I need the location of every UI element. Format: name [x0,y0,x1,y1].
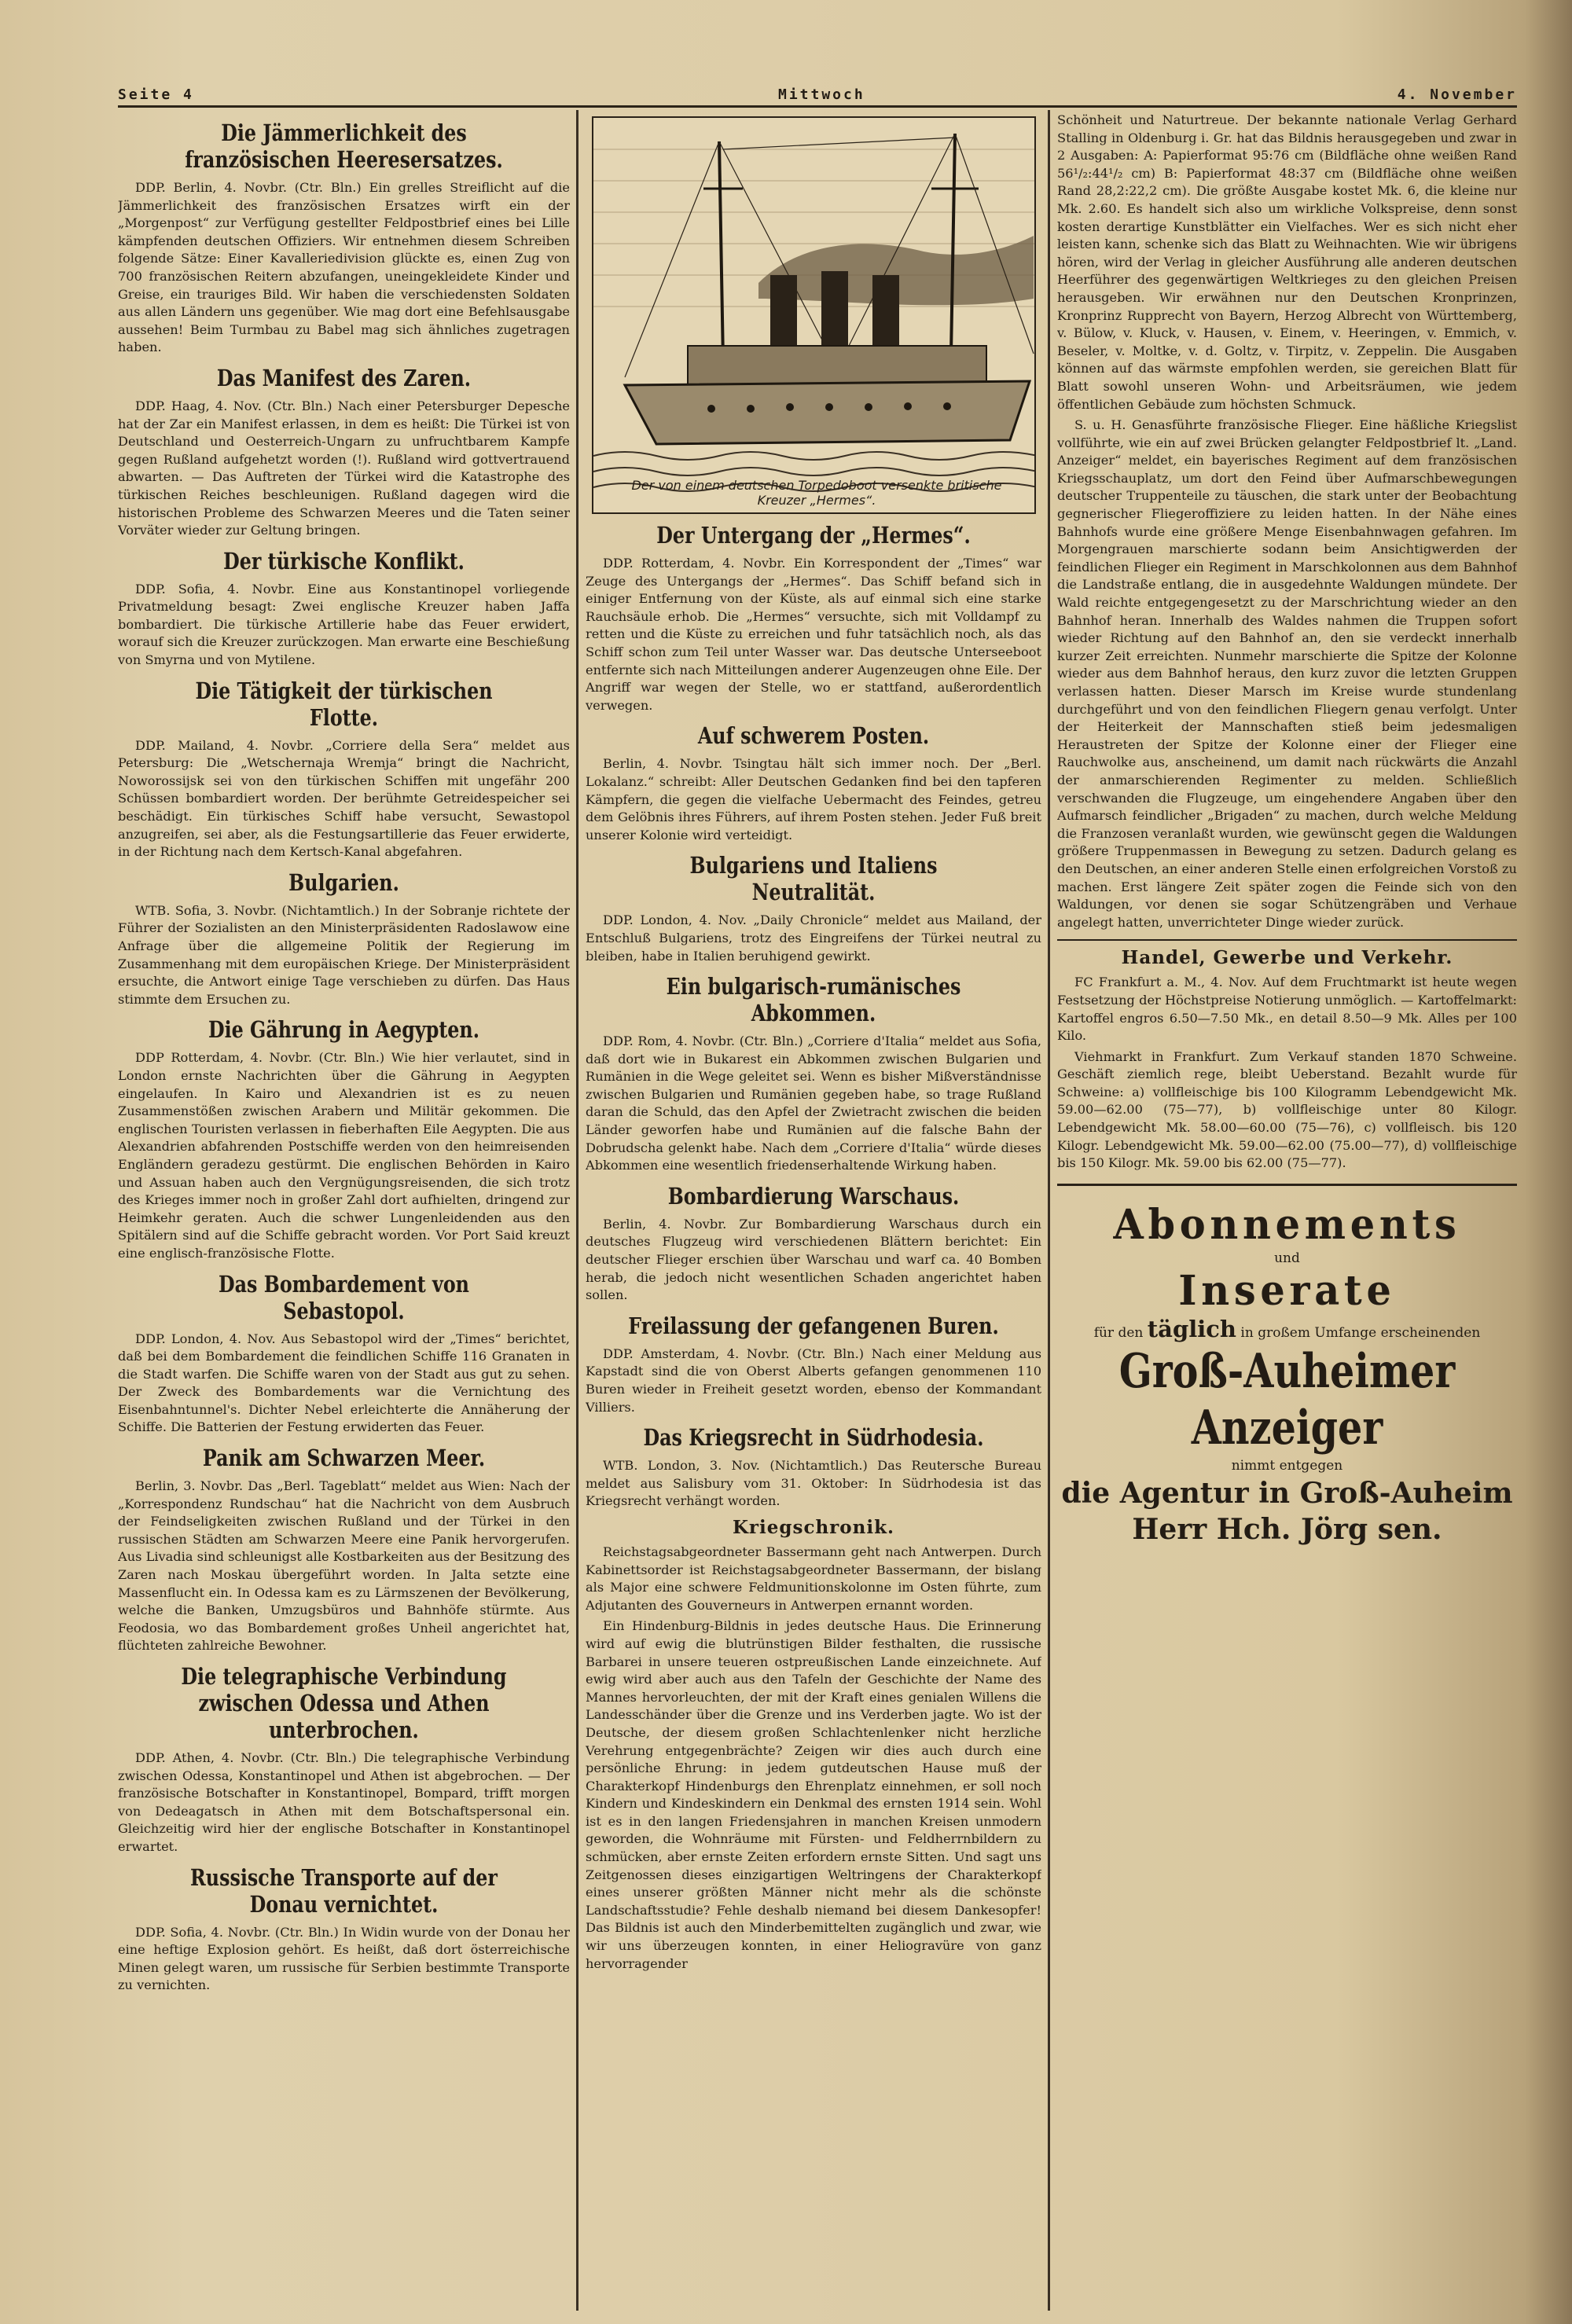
article-text: DDP. Athen, 4. Novbr. (Ctr. Bln.) Die telegraphische Verbindung zwischen Odessa, Konstantinopel und Athen ist abgebrochen. — Der französische Botschafter in Konstantinopel, Bompard, trifft morgen von Dedeagatsch in Athen mit dem Botschaftspersonal ein. Gleichzeitig wird hier der englische Botschafter in Konstantinopel erwartet. [118,1750,570,1854]
column-rule-1 [576,110,578,2311]
article [586,1313,1041,1416]
column-left [118,112,570,2304]
ad-text: und [1274,1250,1300,1266]
issue-date: 4. November [1397,86,1517,103]
article-continuation: Schönheit und Naturtreue. Der bekannte nationale Verlag Gerhard Stalling in Oldenburg i. Gr. hat das Bildnis herausgegeben und zwar in 2 Ausgaben: A: Papierformat 95:76 cm (Bildfläche ohne weißen Rand 56¹/₂:44¹/₂ cm) B: Papierformat 48:37 cm (Bildfläche ohne weißen Rand 28,2:22,2 cm). Die größte Ausgabe kostet Mk. 6, die kleine nur Mk. 2.60. Es handelt sich also um wirkliche Volkspreise, denn sonst kosten derartige Kunstblätter ein Vielfaches. Wer es sich nicht eher leisten kann, schenke sich das Blatt zu Weihnachten. Wie wir übrigens hören, wird der Verlag in gleicher Ausführung alle anderen deutschen Heerführer des gegenwärtigen Weltkrieges zu den gleichen Preisen herausgeben. Wir erwähnen nur den Deutschen Kronprinzen, Kronprinz Rupprecht von Bayern, Herzog Albrecht von Württemberg, v. Bülow, v. Kluck, v. Hausen, v. Einem, v. Heeringen, v. Emmich, v. Beseler, v. Moltke, v. d. Goltz, v. Tirpitz, v. Zeppelin. Die Ausgaben können auf das wärmste empfohlen werden, sie gereichen Blatt für Blatt sowohl unseren Wohn- und Arbeitsräumen, wie jedem öffentlichen Gebäude zum höchsten Schmuck. [1057,112,1517,412]
page-header [118,86,1517,104]
section-title: Handel, Gewerbe und Verkehr. [1121,947,1453,969]
cruiser-drawing [593,118,1036,514]
article-title: Die Jämmerlichkeit des französischen Heeresersatzes. [185,119,503,173]
ship-illustration [592,116,1036,514]
article-title: Der Untergang der „Hermes“. [656,522,971,549]
article-title: Bulgariens und Italiens Neutralität. [689,852,938,906]
header-rule [118,105,1517,108]
article [118,677,570,861]
article [118,1271,570,1437]
article-title: Das Manifest des Zaren. [216,364,472,391]
article [118,1663,570,1856]
article [118,869,570,1009]
column-middle [586,112,1041,2304]
article-text: DDP. London, 4. Nov. „Daily Chronicle“ meldet aus Mailand, der Entschluß Bulgariens, trotz des Eingreifens der Türkei neutral zu bleiben, habe in Italien beruhigend gewirkt. [586,912,1041,964]
article-text: DDP. Rotterdam, 4. Novbr. Ein Korrespondent der „Times“ war Zeuge des Untergangs der „Hermes“. Das Schiff befand sich in einiger Entfernung von der Küste, als auf einmal sich eine starke Rauchsäule erhob. Die „Hermes“ versuchte, sich mit Volldampf zu retten und die Küste zu erreichen und fuhr tatsächlich noch, als das Schiff schon zum Teil unter Wasser war. Das deutsche Unterseeboot entfernte sich nach Mitteilungen anderer Augenzeugen ohne Eile. Der Angriff war wegen der Stelle, wo er stattfand, außerordentlich verwegen. [586,556,1041,713]
article-text: DDP. Mailand, 4. Novbr. „Corriere della Sera“ meldet aus Petersburg: Die „Wetschernaja Wremja“ bringt die Nachricht, Noworossijsk sei von den türkischen Schiffen mit ungefähr 200 Schüssen bombardiert worden. Der berühmte Getreidespeicher sei beschädigt. Ein türkisches Schiff habe versucht, Sewastopol anzugreifen, sei aber, als die Festungsartillerie das Feuer erwiderte, in der Richtung nach dem Kertsch-Kanal abgefahren. [118,737,570,860]
article [118,1016,570,1262]
article-text: WTB. Sofia, 3. Novbr. (Nichtamtlich.) In der Sobranje richtete der Führer der Sozialisten an den Ministerpräsidenten Radoslawow eine Anfrage über die allgemeine Politik der Regierung im Zusammenhang mit dem europäischen Kriege. Der Ministerpräsident ersuchte, die Antwort einige Tage verschieben zu dürfen. Das Haus stimmte dem Ersuchen zu. [118,902,570,1007]
article [118,119,570,357]
article [586,1517,1041,1973]
illustration-caption: Der von einem deutschen Torpedoboot versenkte britische Kreuzer „Hermes“. [631,478,1002,508]
column-right [1057,112,1517,2304]
ad-headline: Inserate [1178,1266,1396,1315]
ad-text: für den [1093,1324,1144,1341]
article-title: Kriegschronik. [732,1516,895,1538]
article-text: Berlin, 4. Novbr. Zur Bombardierung Warschaus durch ein deutsches Flugzeug wird verschiedenen Blättern berichtet: Ein deutscher Flieger erschien über Warschau und warf ca. 40 Bomben herab, die jedoch nicht wesentlichen Schaden angerichtet haben sollen. [586,1216,1041,1303]
article-title: Die Tätigkeit der türkischen Flotte. [195,677,493,731]
article-title: Die Gährung in Aegypten. [208,1016,480,1044]
article-text: DDP. Sofia, 4. Novbr. (Ctr. Bln.) In Widin wurde von der Donau her eine heftige Explosion gehört. Es heißt, daß dort österreichische Minen gelegt waren, um russische für Serbien bestimmte Transporte zu vernichten. [118,1924,570,1993]
article [586,1424,1041,1511]
article [118,1864,570,1995]
ad-text: in großem Umfange erscheinenden [1240,1324,1481,1341]
article-title: Freilassung der gefangenen Buren. [628,1312,999,1339]
article-title: Bombardierung Warschaus. [667,1182,960,1210]
article-text: DDP. Haag, 4. Nov. (Ctr. Bln.) Nach einer Petersburger Depesche hat der Zar ein Manifest erlassen, in dem es heißt: Die Türkei ist von Deutschland und Oesterreich-Ungarn zu unfruchtbarem Kampfe gegen Rußland aufgehetzt worden (!). Rußland wird gottvertrauend abwarten. — Das Auftreten der Türkei wird die Katastrophe des türkischen Reiches beschleunigen. Rußland dagegen wird die historischen Probleme des Schwarzen Meeres und die Taten seiner Vorväter wieder zur Geltung bringen. [118,398,570,538]
article-text: S. u. H. Genasführte französische Flieger. Eine häßliche Kriegslist vollführte, wie ein auf zwei Brücken gelangter Feldpostbrief lt. „Land. Anzeiger“ meldet, ein bayerisches Regiment auf dem französischen Kriegsschauplatz, um dort den Feind über Aufmarschbewegungen deutscher Truppenteile zu täuschen, die stark unter der Beobachtung gegnerischer Fliegeroffiziere zu leiden hatten. In der Nähe eines Bahnhofs wurde eine größere Menge Eisenbahnwagen gefahren. Im Morgengrauen marschierte sodann beim Ansichtigwerden der feindlichen Flieger ein Regiment in Marschkolonnen aus dem Bahnhof die Landstraße entlang, die in ausgedehnte Waldungen mündete. Der Wald reichte entgegengesetzt zu der Marschrichtung wieder an den Bahnhof heran. Innerhalb des Waldes nahmen die Truppen sofort wieder Richtung auf den Bahnhof an, den sie verdeckt innerhalb kurzer Zeit erreichten. Nunmehr marschierte die Spitze der Kolonne wieder aus dem Bahnhof heraus, den kurz zuvor die letzten Gruppen verlassen hatten. Dieser Marsch im Kreise wurde stundenlang durchgeführt und von den feindlichen Fliegern genau verfolgt. Unter der Heiterkeit der Mannschaften stieß beim jedesmaligen Heraustreten der Spitze der Kolonne einer der Flieger eine Rauchwolke aus, anscheinend, um damit nach rückwärts die Anzahl der anmarschierenden Regimenter zu melden. Schließlich verschwanden die Flugzeuge, um eingehendere Angaben über den Aufmarsch feindlicher „Brigaden“ zu machen, durch welche Meldung die Franzosen veranlaßt wurden, wie gewünscht gegen die Waldungen größere Truppenmassen in Bewegung zu setzen. Dadurch gelang es den Deutschen, an einer anderen Stelle einen erfolgreichen Vorstoß zu machen. Erst längere Zeit später zogen die Feinde sich von den Waldungen, vor denen sie sogar Schützengräben und Verhaue angelegt hatten, unverrichteter Dinge wieder zurück. [1057,417,1517,930]
article-text: Reichstagsabgeordneter Bassermann geht nach Antwerpen. Durch Kabinettsorder ist Reichstagsabgeordneter Bassermann, der bislang als Major eine schwere Feldmunitionskolonne im Osten führte, zum Adjutanten des Gouverneurs in Antwerpen ernannt worden. [586,1544,1041,1613]
market-report: FC Frankfurt a. M., 4. Nov. Auf dem Fruchtmarkt ist heute wegen Festsetzung der Höchstpreise Notierung unmöglich. — Kartoffelmarkt: Kartoffel engros 6.50—7.50 Mk., en detail 8.50—9 Mk. Alles per 100 Kilo. [1057,975,1517,1044]
article [586,1183,1041,1305]
article-title: Panik am Schwarzen Meer. [202,1445,486,1472]
ad-emphasis: täglich [1147,1315,1237,1342]
article-text: DDP. Amsterdam, 4. Novbr. (Ctr. Bln.) Nach einer Meldung aus Kapstadt sind die von Oberst Alberts gefangen genommenen 110 Buren wieder in Freiheit gesetzt worden, ebenso der Kommandant Villiers. [586,1346,1041,1415]
ad-newspaper-name: Groß-Auheimer Anzeiger [1118,1343,1456,1456]
page-number: Seite 4 [118,86,194,103]
article [118,548,570,670]
article-text: Ein Hindenburg-Bildnis in jedes deutsche Haus. Die Erinnerung wird auf ewig die blutrünstigen Bilder festhalten, die russische Barbarei in unsere teueren ostpreußischen Lande einzeichnete. Auf ewig wird aber auch aus den Tafeln der Geschichte der Name des Mannes hervorleuchten, der mit der Kraft eines genialen Willens die Landesschänder über die Grenze und ins Verderben jagte. Wo ist der Deutsche, der diesem großen Schlachtenlenker nicht herzliche Verehrung entgegenbrächte? Zeigen wir dies auch durch eine persönliche Ehrung: in jedem gutdeutschen Hause muß der Charakterkopf Hindenburgs den Ehrenplatz einnehmen, er soll noch Kindern und Kindeskindern ein Denkmal des ernsten 1914 sein. Wohl ist es in den langen Friedensjahren in manchen Kreisen unmodern geworden, die Wohnräume mit Fürsten- und Feldherrnbildern zu schmücken, aber ernste Zeiten erfordern ernste Sitten. Und sagt uns Zeitgenossen dieses einzigartigen Weltringens der Charakterkopf eines unserer größten Männer nicht mehr als die schönste Landschaftsstudie? Fehle deshalb niemand bei diesem Dankesopfer! Das Bildnis ist auch den Minderbemittelten zugänglich und zwar, wie wir uns überzeugen konnten, in einer Heliogravüre von ganz hervorragender [586,1618,1041,1971]
article [586,522,1041,714]
article-title: Das Bombardement von Sebastopol. [219,1270,469,1324]
article-text: Berlin, 3. Novbr. Das „Berl. Tageblatt“ meldet aus Wien: Nach der „Korrespondenz Rundschau“ hat die Nachricht von dem Ausbruch der Feindseligkeiten zwischen Rußland und der Türkei in den russischen Städten am Schwarzen Meere eine Panik hervorgerufen. Aus Livadia sind schleunigst alle Kostbarkeiten aus der Besitzung des Zaren nach Moskau übergeführt worden. In Jalta setzte eine Massenflucht ein. In Odessa kam es zu Lärmszenen der Bevölkerung, welche die Banken, Umzugsbüros und Bahnhöfe stürmte. Aus Feodosia, wo das Bombardement großes Unheil angerichtet hat, flüchteten zahlreiche Bewohner. [118,1478,570,1654]
article-text: DDP. Berlin, 4. Novbr. (Ctr. Bln.) Ein grelles Streiflicht auf die Jämmerlichkeit des französischen Ersatzes wirft ein der „Morgenpost“ zur Verfügung gestellter Feldpostbrief eines bei Lille kämpfenden deutschen Offiziers. Wir entnehmen diesem Schreiben folgende Sätze: Einer Kavalleriedivision glückte es, einen Zug von 700 französischen Reitern abzufangen, uneingekleidete Kinder und Greise, ein trauriges Bild. Wir haben die verschiedensten Soldaten aus allen Ländern uns gegenüber. Wie mag dort eine Befehlsausgabe aussehen! Beim Turmbau zu Babel mag sich ähnliches zugetragen haben. [118,180,570,355]
article [118,1445,570,1655]
ad-text: nimmt entgegen [1231,1457,1343,1474]
article [586,722,1041,844]
article [586,852,1041,965]
article-text: WTB. London, 3. Nov. (Nichtamtlich.) Das Reutersche Bureau meldet aus Salisbury vom 31. Oktober: In Südrhodesia ist das Kriegsrecht verhängt worden. [586,1458,1041,1509]
column-rule-2 [1048,110,1050,2311]
article-title: Ein bulgarisch-rumänisches Abkommen. [666,973,961,1027]
article [586,973,1041,1175]
ad-agency: die Agentur in Groß-Auheim [1061,1476,1513,1510]
article-text: DDP Rotterdam, 4. Novbr. (Ctr. Bln.) Wie hier verlautet, sind in London ernste Nachrichten über die Gährung in Aegypten eingelaufen. In Kairo und Alexandrien ist es zu neuen Zusammenstößen zwischen Arabern und Militär gekommen. Die englischen Touristen verlassen in fieberhaften Eile Aegypten. Die aus Alexandrien abfahrenden Postschiffe werden von den heimreisenden Engländern geradezu gestürmt. Die englischen Behörden in Kairo und Assuan haben auch den Vergnügungsreisenden, die sich trotz des Krieges immer noch in großer Zahl dort aufhielten, dringend zur Heimkehr geraten. Auch die schwer Lungenleidenden aus den Spitälern sind auf die Schiffe gebracht worden. Vor Port Said kreuzt eine englisch-französische Flotte. [118,1050,570,1261]
article-title: Der türkische Konflikt. [223,547,465,575]
market-report: Viehmarkt in Frankfurt. Zum Verkauf standen 1870 Schweine. Geschäft ziemlich rege, bleibt Ueberstand. Bezahlt wurde für Schweine: a) vollfleischige bis 100 Kilogramm Lebendgewicht Mk. 59.00—62.00 (75—77), b) vollfleischige unter 80 Kilogr. Lebendgewicht Mk. 58.00—60.00 (75—76), c) vollfleisch. bis 120 Kilogr. Lebendgewicht Mk. 59.00—62.00 (75.00—77), d) vollfleischige bis 150 Kilogr. Mk. 59.00 bis 62.00 (75—77). [1057,1048,1517,1171]
weekday: Mittwoch [778,86,865,103]
article [118,365,570,540]
article-title: Das Kriegsrecht in Südrhodesia. [643,1424,984,1452]
article-title: Bulgarien. [288,868,399,896]
advertisement [1057,1184,1517,1547]
article-text: DDP. Sofia, 4. Novbr. Eine aus Konstantinopel vorliegende Privatmeldung besagt: Zwei englische Kreuzer haben Jaffa bombardiert. Die türkische Artillerie habe das Feuer erwidert, worauf sich die Kreuzer zurückzogen. Man erwarte eine Beschießung von Smyrna und von Mytilene. [118,581,570,668]
ad-headline: Abonnements [1113,1200,1461,1249]
article-title: Russische Transporte auf der Donau vernichtet. [190,1863,498,1918]
article-text: DDP. Rom, 4. Novbr. (Ctr. Bln.) „Corriere d'Italia“ meldet aus Sofia, daß dort wie in Bukarest ein Abkommen zwischen Bulgarien und Rumänien in die Wege geleitet sei. Wenn es bisher Mißverständnisse zwischen Bulgarien und Rumänien gegeben habe, so trage Rußland daran die Schuld, das den Apfel der Zwietracht zwischen die beiden Länder geworfen habe und Rumänien auf die falsche Bahn der Dobrudscha gelenkt habe. Nach dem „Corriere d'Italia“ würde dieses Abkommen eine wesentlich friedenserhaltende Wirkung haben. [586,1034,1041,1173]
ad-agent-name: Herr Hch. Jörg sen. [1132,1512,1442,1546]
article-title: Auf schwerem Posten. [697,722,930,750]
section-rule [1057,939,1517,941]
ad-text [1057,1315,1517,1343]
article-text: Berlin, 4. Novbr. Tsingtau hält sich immer noch. Der „Berl. Lokalanz.“ schreibt: Aller Deutschen Gedanken find bei den tapferen Kämpfern, die gegen die vielfache Uebermacht des Feindes, getreu dem Gelöbnis ihres Führers, auf ihrem Posten stehen. Jeder Fuß breit unserer Kolonie wird verteidigt. [586,756,1041,843]
article-text: DDP. London, 4. Nov. Aus Sebastopol wird der „Times“ berichtet, daß bei dem Bombardement die feindlichen Schiffe 116 Granaten in die Stadt warfen. Die Schiffe waren von der Stadt aus gut zu sehen. Der Zweck des Bombardements war die Vernichtung des Eisenbahntunnel's. Dichter Nebel erleichterte die Annäherung der Schiffe. Die Batterien der Festung erwiderten das Feuer. [118,1331,570,1435]
article-title: Die telegraphische Verbindung zwischen Odessa und Athen unterbrochen. [181,1663,507,1743]
